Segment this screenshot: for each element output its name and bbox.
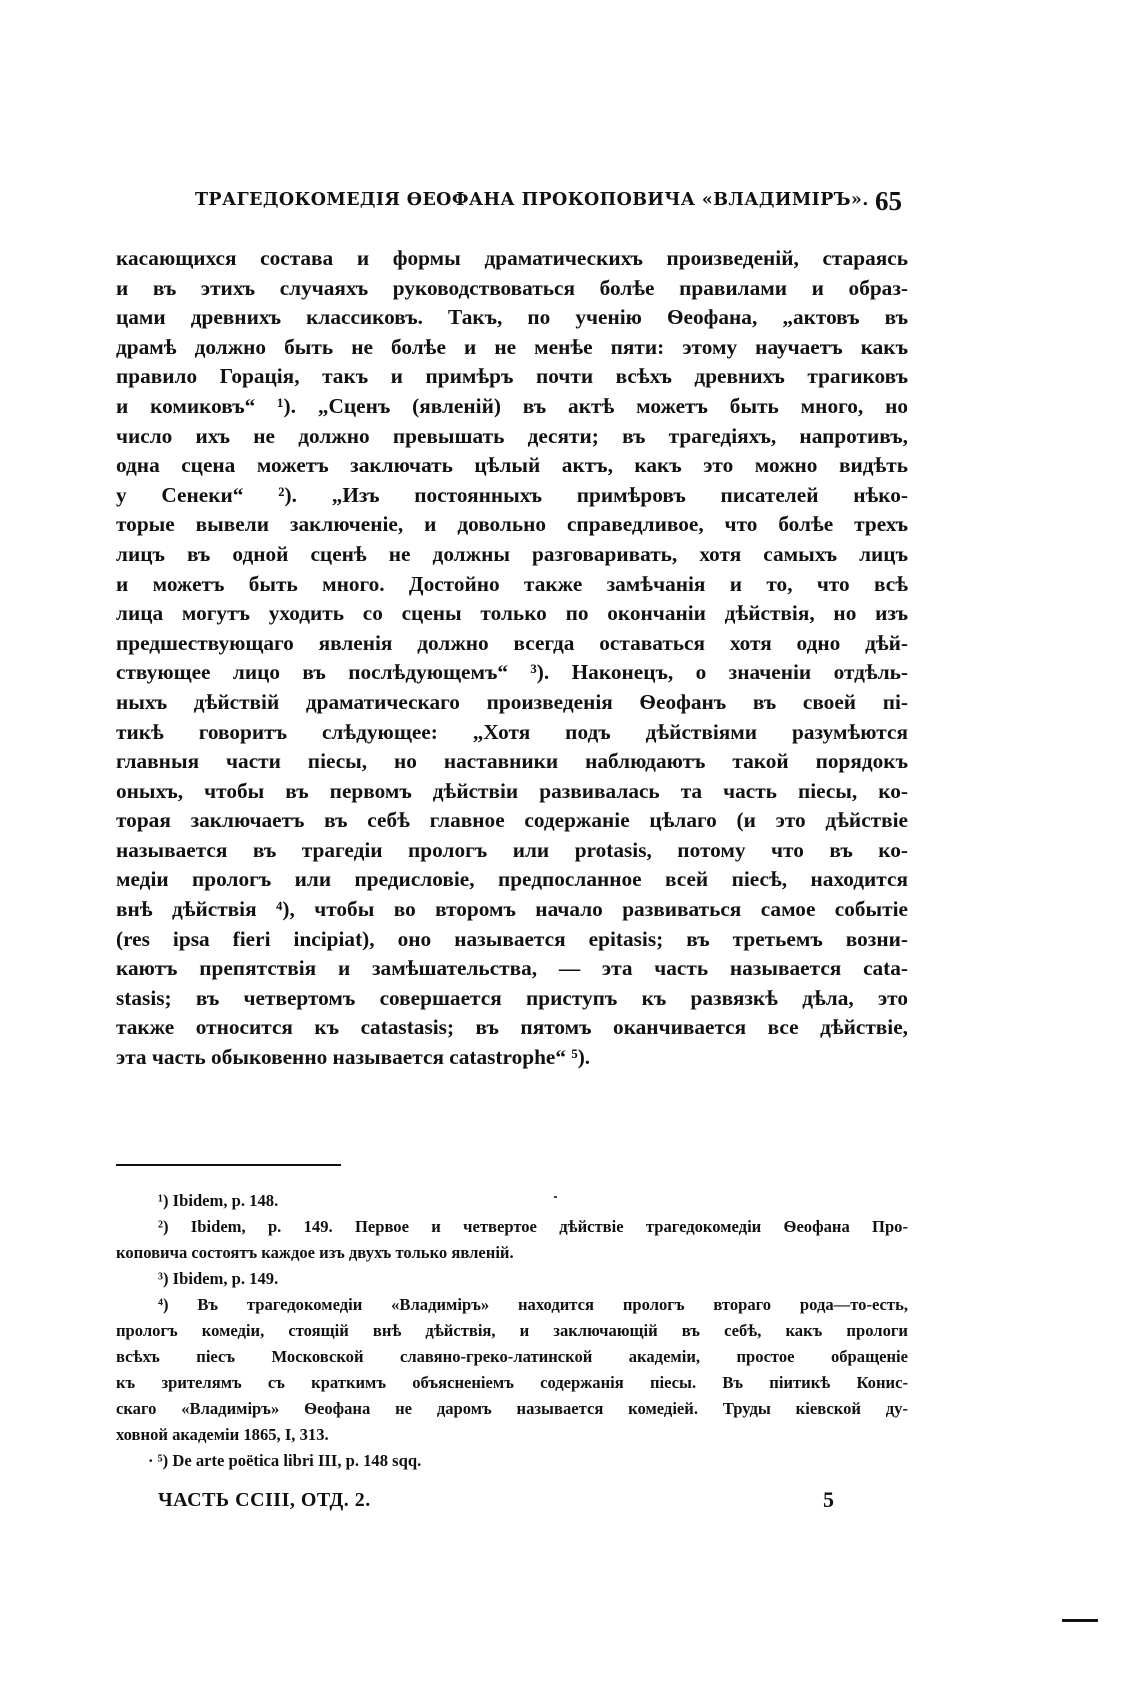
text-line: каютъ препятствія и замѣшательства, — эта часть называется cata- [116,956,908,981]
footnote-line: ⁴) Въ трагедокомедіи «Владиміръ» находится прологъ втораго рода—то-есть, [158,1295,908,1314]
text-line: ствующее лицо въ послѣдующемъ“ ³). Наконецъ, о значеніи отдѣль- [116,660,908,685]
text-line: у Сенеки“ ²). „Изъ постоянныхъ примѣровъ писателей нѣко- [116,482,908,507]
text-line: цами древнихъ классиковъ. Такъ, по ученію Ѳеофана, „актовъ въ [116,305,908,330]
text-line: правило Горація, такъ и примѣръ почти всѣхъ древнихъ трагиковъ [116,364,908,389]
text-line: лицъ въ одной сценѣ не должны разговаривать, хотя самыхъ лицъ [116,541,908,566]
footnote-line: къ зрителямъ съ краткимъ объясненіемъ содержанія піесы. Въ піитикѣ Кониc- [116,1373,908,1392]
text-line: и въ этихъ случаяхъ руководствоваться болѣе правилами и образ- [116,275,908,300]
running-header [195,186,902,220]
running-title: ТРАГЕДОКОМЕДІЯ ѲЕОФАНА ПРОКОПОВИЧА «ВЛАДИМІРЪ». [195,190,869,210]
footnote-line: ховной академіи 1865, I, 313. [116,1425,329,1444]
text-line: драмѣ должно быть не болѣе и не менѣе пяти: этому научаетъ какъ [116,334,908,359]
text-line: медіи прологъ или предисловіе, предпосланное всей піесѣ, находится [116,867,908,892]
text-line: также относится къ catastasis; въ пятомъ оканчивается все дѣйствіе, [116,1015,908,1040]
text-line: одна сцена можетъ заключать цѣлый актъ, какъ это можно видѣть [116,453,908,478]
text-line: тикѣ говоритъ слѣдующее: „Хотя подъ дѣйствіями разумѣются [116,719,908,744]
text-line: касающихся состава и формы драматическихъ произведеній, стараясь [116,246,908,270]
footnote-line: ²) Ibidem, p. 149. Первое и четвертое дѣйствіе трагедокомедіи Ѳеофана Про- [158,1217,908,1236]
footnote-line: · ⁵) De arte poëtica libri III, p. 148 sqq. [148,1451,422,1470]
text-line: эта часть обыковенно называется catastrophe“ ⁵). [116,1045,591,1070]
footnote-line: ³) Ibidem, p. 149. [158,1269,279,1288]
text-line: внѣ дѣйствія ⁴), чтобы во второмъ начало развиваться самое событіе [116,897,908,922]
text-line: (res ipsa fieri incipiat), оно называется epitasis; въ третьемъ возни- [116,926,908,951]
signature-label: ЧАСТЬ CCIII, ОТД. 2. [158,1489,371,1511]
footnote-line: всѣхъ піесъ Московской славяно-греко-латинской академіи, простое обращеніе [116,1347,908,1366]
edge-mark [1062,1619,1098,1622]
text-line: и комиковъ“ ¹). „Сценъ (явленій) въ актѣ можетъ быть много, но [116,393,908,418]
footnote-line: прологъ комедіи, стоящій внѣ дѣйствія, и заключающій въ себѣ, какъ прологи [116,1321,908,1340]
text-line: ныхъ дѣйствій драматическаго произведенія Ѳеофанъ въ своей пі- [116,689,908,714]
text-line: предшествующаго явленія должно всегда оставаться хотя одно дѣй- [116,630,908,655]
footnotes [116,1188,908,1474]
text-line: лица могутъ уходить со сцены только по окончаніи дѣйствія, но изъ [116,601,908,626]
main-text [116,244,908,1073]
footnote-divider [116,1164,341,1166]
footnote-line: коповича состоятъ каждое изъ двухъ только явленій. [116,1243,514,1262]
footnote-line: скаго «Владиміръ» Ѳеофана не даромъ называется комедіей. Труды кіевской ду- [116,1399,908,1418]
text-line: и можетъ быть много. Достойно также замѣчанія и то, что всѣ [116,571,908,596]
page-number: 65 [875,186,902,216]
text-line: оныхъ, чтобы въ первомъ дѣйствіи развивалась та часть піесы, ко- [116,778,908,803]
text-line: главныя части піесы, но наставники наблюдаютъ такой порядокъ [116,749,908,774]
signature-number: 5 [823,1487,834,1512]
text-line: торая заключаетъ въ себѣ главное содержаніе цѣлаго (и это дѣйствіе [116,808,908,833]
footnote-line: ¹) Ibidem, p. 148. [158,1191,279,1210]
text-line: торые вывели заключеніе, и довольно справедливое, что болѣе трехъ [116,512,908,537]
text-line: число ихъ не должно превышать десяти; въ трагедіяхъ, напротивъ, [116,423,908,448]
text-line: stasis; въ четвертомъ совершается приступъ къ развязкѣ дѣла, это [116,985,908,1010]
text-line: называется въ трагедіи прологъ или protasis, потому что въ ко- [116,837,908,862]
